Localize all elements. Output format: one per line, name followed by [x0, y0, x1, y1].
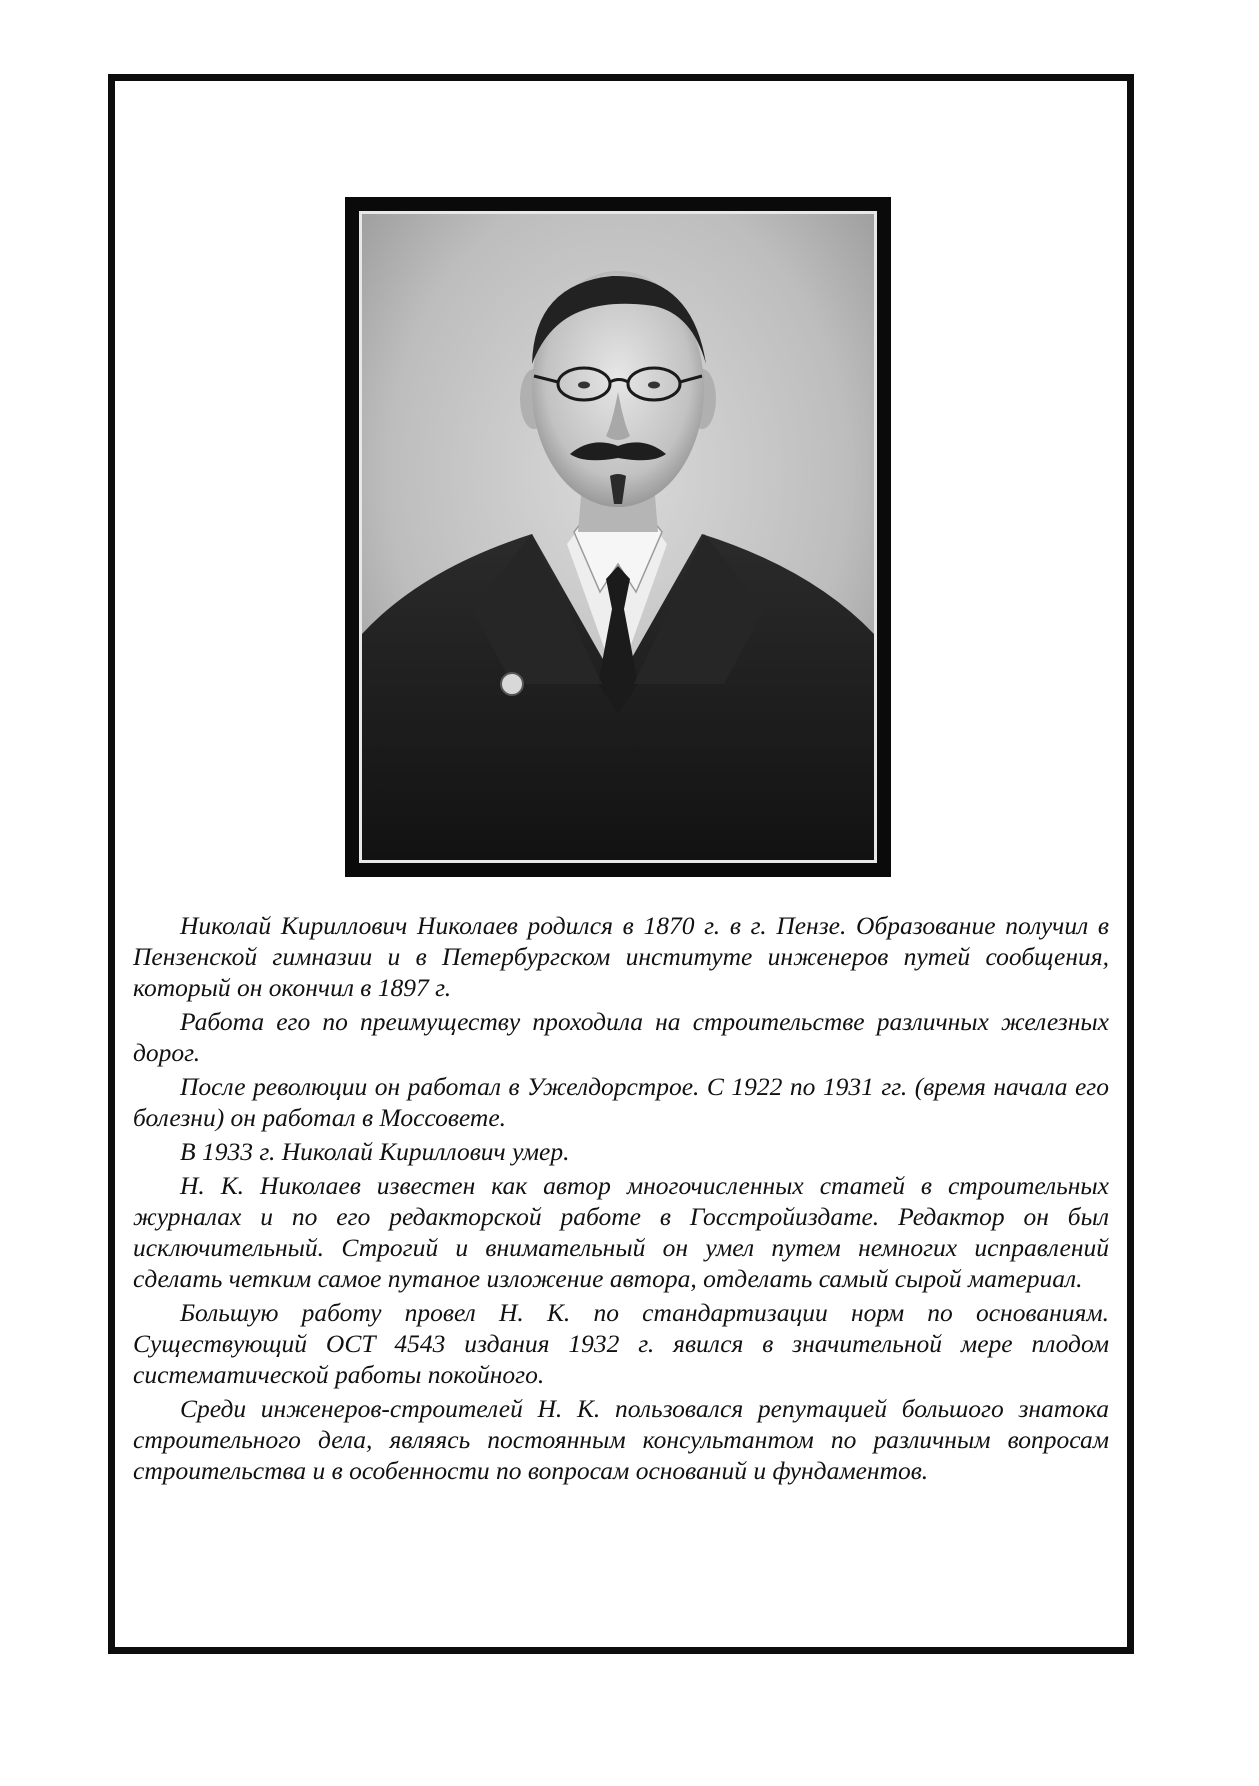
portrait-eye-left [578, 382, 590, 389]
portrait-lapel-pin [501, 673, 523, 695]
biography-paragraph: Н. К. Николаев известен как автор многочисленных статей в строительных журналах и по его редакторской работе в Госстройиздате. Редактор он был исключительный. Строгий и внимательный он умел путем немногих исправлений сделать четким самое путаное изложение автора, отделать самый сырой материал. [133, 1171, 1109, 1293]
biography-paragraph: Большую работу провел Н. К. по стандартизации норм по основаниям. Существующий ОСТ 4543 издания 1932 г. явился в значительной мере плодом систематической работы покойного. [133, 1298, 1109, 1389]
portrait-eye-right [648, 382, 660, 389]
biography-paragraph: Николай Кириллович Николаев родился в 1870 г. в г. Пензе. Образование получил в Пензенской гимназии и в Петербургском институте инженеров путей сообщения, который он окончил в 1897 г. [133, 911, 1109, 1002]
biography-paragraph: Среди инженеров-строителей Н. К. пользовался репутацией большого знатока строительного дела, являясь постоянным консультантом по различным вопросам строительства и в особенности по вопросам оснований и фундаментов. [133, 1394, 1109, 1485]
biography-paragraph: Работа его по преимуществу проходила на строительстве различных железных дорог. [133, 1007, 1109, 1067]
biography-text [133, 910, 1109, 1489]
portrait-image [362, 214, 874, 860]
biography-paragraph: После революции он работал в Ужелдорстрое. С 1922 по 1931 гг. (время начала его болезни) он работал в Моссовете. [133, 1072, 1109, 1132]
biography-paragraph: В 1933 г. Николай Кириллович умер. [180, 1137, 570, 1166]
portrait-frame [345, 197, 891, 877]
portrait-photo [359, 211, 877, 863]
